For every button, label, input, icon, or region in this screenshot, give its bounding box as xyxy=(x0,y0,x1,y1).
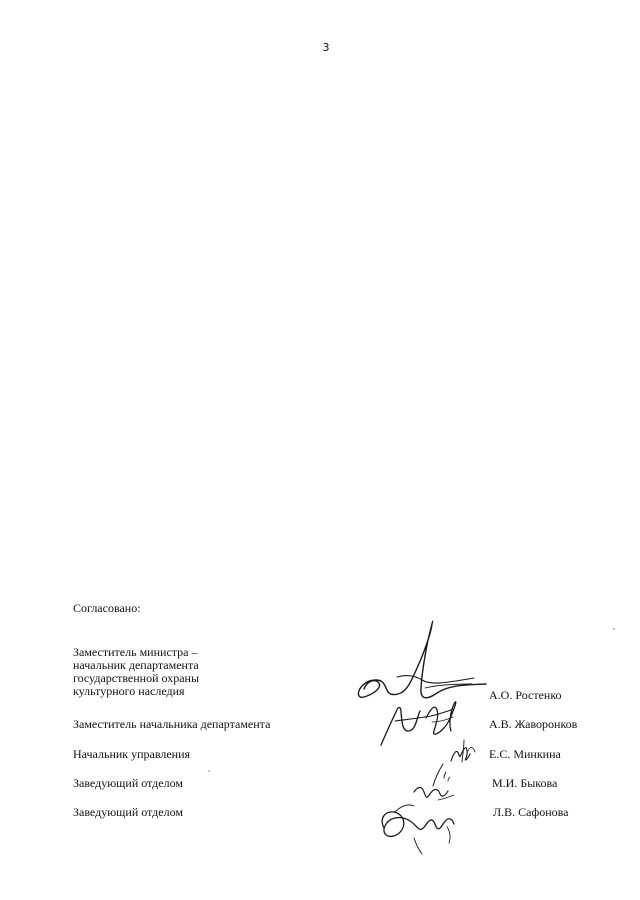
approval-position-3: Начальник управления xyxy=(73,747,191,761)
handwritten-signature-minkina-icon xyxy=(451,740,475,762)
handwritten-signature-rostenko-icon xyxy=(358,621,486,697)
approval-position-1-line-4: культурного наследия xyxy=(73,684,185,698)
approval-position-1-line-1: Заместитель министра – xyxy=(73,645,198,659)
approval-position-4: Заведующий отделом xyxy=(73,776,183,790)
approval-label: Согласовано: xyxy=(73,601,141,615)
approval-position-1-line-3: государственной охраны xyxy=(73,671,200,685)
signer-name-4: М.И. Быкова xyxy=(492,776,558,790)
handwritten-signature-safonova-icon xyxy=(382,805,454,854)
signer-name-2: А.В. Жаворонков xyxy=(489,717,578,731)
handwritten-signature-bykova-icon xyxy=(414,764,454,800)
paper-mark xyxy=(613,628,615,630)
handwritten-signature-zhavoronkov-icon xyxy=(381,702,456,745)
page-number: 3 xyxy=(322,41,330,54)
approval-position-1-line-2: начальник департамента xyxy=(73,658,199,672)
approval-position-5: Заведующий отделом xyxy=(73,805,183,819)
approval-position-1 xyxy=(73,646,199,698)
approval-position-2: Заместитель начальника департамента xyxy=(73,717,271,731)
paper-mark xyxy=(208,770,210,772)
signer-name-1: А.О. Ростенко xyxy=(489,688,562,702)
signer-name-5: Л.В. Сафонова xyxy=(493,805,569,819)
signer-name-3: Е.С. Минкина xyxy=(489,747,561,761)
